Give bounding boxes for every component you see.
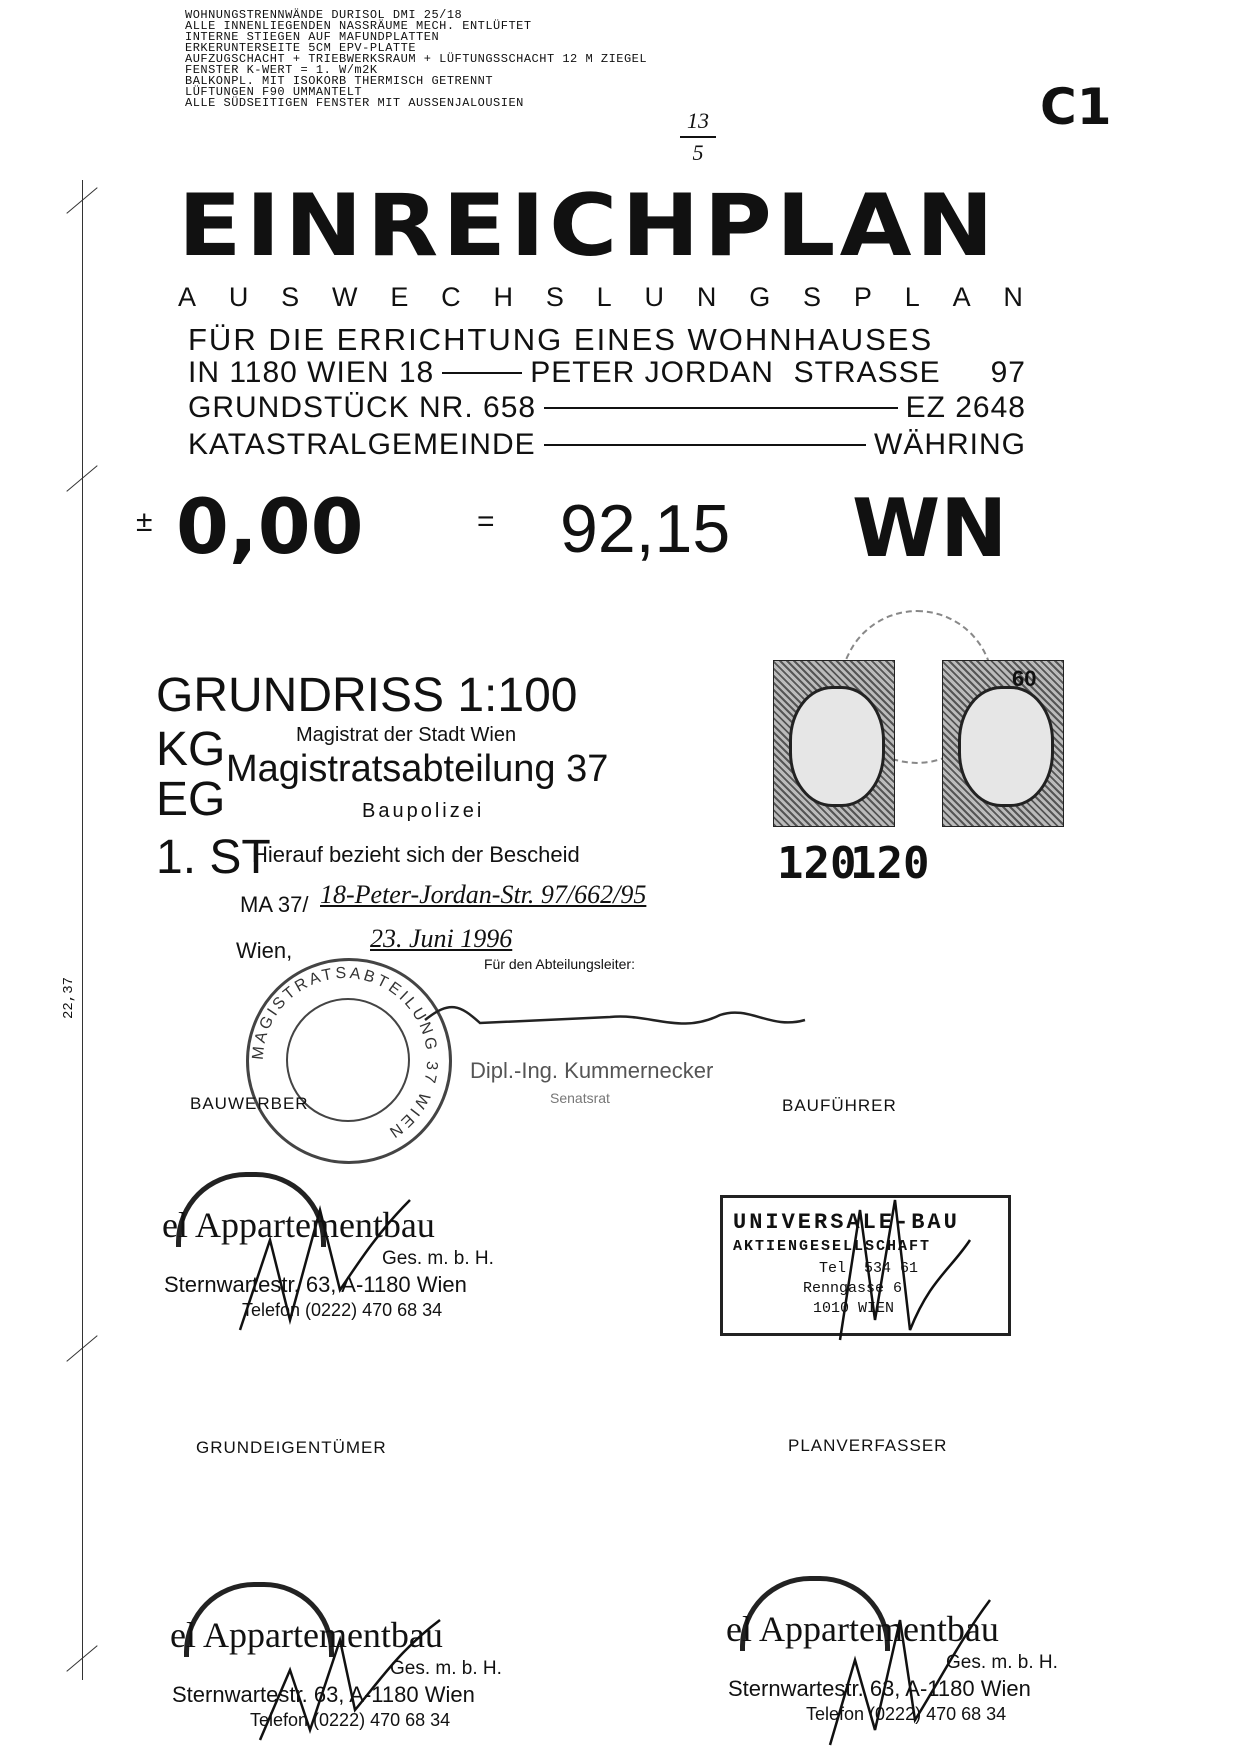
signatory-title: Senatsrat bbox=[550, 1090, 610, 1106]
company-phone: Telefon (0222) 470 68 34 bbox=[806, 1704, 1007, 1724]
note-line: BALKONPL. MIT ISOKORB THERMISCH GETRENNT bbox=[185, 74, 494, 88]
ma-prefix: MA 37/ bbox=[240, 892, 309, 917]
note-line: FENSTER K-WERT = 1. W/m2K bbox=[185, 63, 378, 77]
level-zero: 0,00 bbox=[176, 482, 364, 571]
role-applicant: BAUWERBER bbox=[190, 1094, 309, 1113]
parcel-label: GRUNDSTÜCK NR. 658 bbox=[188, 391, 537, 424]
revenue-stamp-left bbox=[773, 660, 895, 827]
stamp-corner-value: 60 bbox=[1012, 666, 1037, 691]
floor-eg: EG bbox=[156, 773, 226, 826]
department-name: Magistratsabteilung 37 bbox=[226, 748, 609, 790]
note-line: LÜFTUNGEN F90 UMMANTELT bbox=[185, 85, 363, 99]
company-name: el Appartementbau bbox=[162, 1205, 435, 1245]
seal-text bbox=[240, 960, 450, 1160]
dimension-label: 22,37 bbox=[61, 976, 78, 1020]
construction-notes bbox=[185, 10, 647, 109]
note-line: ALLE SÜDSEITIGEN FENSTER MIT AUSSENJALOUSIEN bbox=[185, 96, 524, 110]
revenue-stamp-right bbox=[942, 660, 1064, 827]
stamp-value-left: 120 bbox=[777, 838, 857, 889]
address-strasse: STRASSE bbox=[793, 356, 941, 389]
floorplan-title: GRUNDRISS 1:100 bbox=[156, 669, 578, 722]
division-name: Baupolizei bbox=[362, 800, 485, 822]
company-phone: Telefon (0222) 470 68 34 bbox=[250, 1710, 451, 1730]
approval-date: 23. Juni 1996 bbox=[370, 924, 513, 953]
subtitle-spaced: A U S W E C H S L U N G S P L A N bbox=[178, 282, 1023, 312]
contractor-city: 1010 WIEN bbox=[813, 1300, 895, 1317]
contractor-street: Renngasse 6 bbox=[803, 1280, 903, 1297]
role-planner: PLANVERFASSER bbox=[788, 1436, 948, 1455]
level-height: 92,15 bbox=[560, 491, 731, 567]
page-title: EINREICHPLAN bbox=[178, 176, 998, 276]
for-head: Für den Abteilungsleiter: bbox=[484, 956, 635, 972]
fraction-bottom: 5 bbox=[692, 140, 704, 165]
contractor-name: UNIVERSALE-BAU bbox=[733, 1210, 960, 1235]
company-address: Sternwartestr. 63, A-1180 Wien bbox=[172, 1682, 475, 1707]
signature bbox=[820, 1180, 980, 1350]
cadastral-row bbox=[188, 428, 1026, 462]
company-address: Sternwartestr. 63, A-1180 Wien bbox=[164, 1272, 467, 1297]
purpose-line: FÜR DIE ERRICHTUNG EINES WOHNHAUSES bbox=[188, 322, 934, 357]
cadastral-label: KATASTRALGEMEINDE bbox=[188, 428, 536, 461]
note-line: INTERNE STIEGEN AUF MAFUNDPLATTEN bbox=[185, 30, 440, 44]
sheet-fraction bbox=[680, 108, 716, 166]
company-form: Ges. m. b. H. bbox=[946, 1652, 1058, 1673]
fraction-top: 13 bbox=[687, 108, 709, 133]
company-form: Ges. m. b. H. bbox=[390, 1658, 502, 1679]
ma-reference: 18-Peter-Jordan-Str. 97/662/95 bbox=[320, 880, 647, 909]
signature bbox=[420, 995, 810, 1045]
role-owner: GRUNDEIGENTÜMER bbox=[196, 1438, 387, 1457]
company-name: el Appartementbau bbox=[726, 1609, 999, 1649]
wien-prefix: Wien, bbox=[236, 938, 293, 963]
reference-note: Hierauf bezieht sich der Bescheid bbox=[252, 842, 580, 867]
dimension-line bbox=[82, 180, 83, 1680]
authority-name: Magistrat der Stadt Wien bbox=[296, 724, 517, 746]
svg-text:MAGISTRATSABTEILUNG 37 WIEN: MAGISTRATSABTEILUNG 37 WIEN bbox=[249, 964, 441, 1143]
role-builder: BAUFÜHRER bbox=[782, 1096, 897, 1115]
corner-mark: C1 bbox=[1040, 78, 1112, 136]
address-number: 97 bbox=[990, 356, 1026, 389]
floor-kg: KG bbox=[156, 723, 226, 776]
signatory-name: Dipl.-Ing. Kummernecker bbox=[470, 1058, 714, 1083]
company-name: el Appartementbau bbox=[170, 1615, 443, 1655]
signature bbox=[250, 1580, 450, 1750]
contractor-phone: Tel. 534 61 bbox=[819, 1260, 919, 1277]
note-line: ERKERUNTERSEITE 5CM EPV-PLATTE bbox=[185, 41, 417, 55]
signature bbox=[820, 1580, 1000, 1750]
company-address: Sternwartestr. 63, A-1180 Wien bbox=[728, 1676, 1031, 1701]
level-equals: = bbox=[477, 505, 495, 538]
company-phone: Telefon (0222) 470 68 34 bbox=[242, 1300, 443, 1320]
parcel-row bbox=[188, 391, 1026, 425]
address-city: IN 1180 WIEN 18 bbox=[188, 356, 435, 389]
address-row bbox=[188, 356, 1026, 390]
note-line: WOHNUNGSTRENNWÄNDE DURISOL DMI 25/18 bbox=[185, 8, 463, 22]
parcel-ez: EZ 2648 bbox=[905, 391, 1026, 424]
level-datum: WN bbox=[852, 482, 1008, 575]
contractor-form: AKTIENGESELLSCHAFT bbox=[733, 1238, 932, 1255]
stamp-value-right: 120 bbox=[850, 838, 930, 889]
plus-minus: ± bbox=[136, 505, 153, 538]
company-form: Ges. m. b. H. bbox=[382, 1248, 494, 1269]
floor-1st: 1. ST bbox=[156, 831, 271, 884]
cadastral-value: WÄHRING bbox=[874, 428, 1026, 461]
note-line: ALLE INNENLIEGENDEN NASSRÄUME MECH. ENTLÜFTET bbox=[185, 19, 532, 33]
note-line: AUFZUGSCHACHT + TRIEBWERKSRAUM + LÜFTUNGSSCHACHT 12 M ZIEGEL bbox=[185, 52, 648, 66]
signature bbox=[210, 1170, 430, 1340]
address-street: PETER JORDAN bbox=[530, 356, 774, 389]
